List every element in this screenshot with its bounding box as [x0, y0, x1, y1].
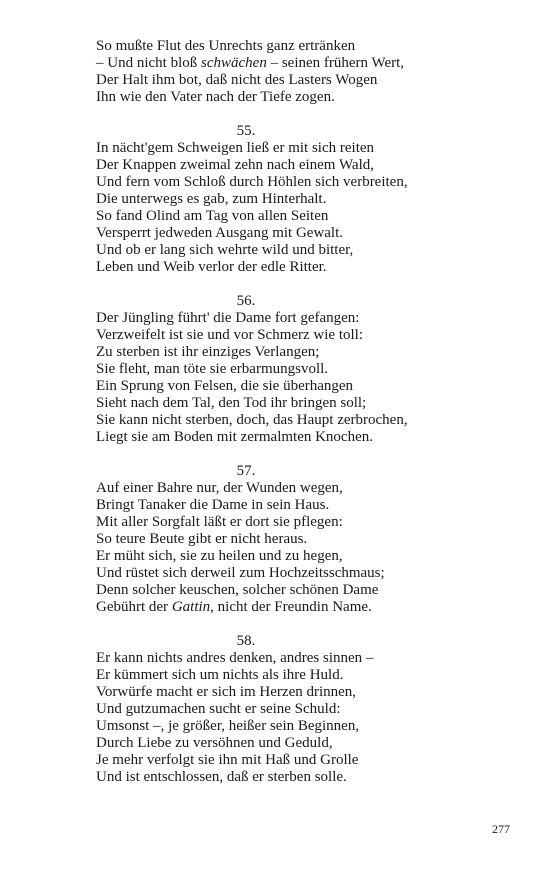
verse-line: Die unterwegs es gab, zum Hinterhalt.: [96, 191, 327, 207]
stanza-number: 58.: [236, 633, 256, 649]
verse-line: Liegt sie am Boden mit zermalmten Knochen.: [96, 429, 374, 445]
verse-line: Verzweifelt ist sie und vor Schmerz wie toll:: [96, 327, 364, 343]
verse-line: Sieht nach dem Tal, den Tod ihr bringen soll;: [96, 395, 367, 411]
verse-line: Auf einer Bahre nur, der Wunden wegen,: [96, 480, 343, 496]
verse-line: Umsonst –, je größer, heißer sein Beginnen,: [96, 718, 360, 734]
stanza: [96, 463, 516, 616]
verse-line: Sie fleht, man töte sie erbarmungsvoll.: [96, 361, 329, 377]
verse-line: Vorwürfe macht er sich im Herzen drinnen,: [96, 684, 357, 700]
verse-line: Der Jüngling führt' die Dame fort gefangen:: [96, 310, 360, 326]
poem-text: [96, 38, 516, 786]
verse-line: Und ist entschlossen, daß er sterben solle.: [96, 769, 347, 785]
verse-line: Und ob er lang sich wehrte wild und bitter,: [96, 242, 354, 258]
verse-line: In nächt'gem Schweigen ließ er mit sich reiten: [96, 140, 375, 156]
verse-line: Der Halt ihm bot, daß nicht des Lasters Wogen: [96, 72, 378, 88]
verse-line: [96, 55, 516, 72]
verse-line: Er müht sich, sie zu heilen und zu hegen,: [96, 548, 343, 564]
stanza: [96, 38, 516, 106]
verse-line: Bringt Tanaker die Dame in sein Haus.: [96, 497, 330, 513]
verse-line: Er kann nichts andres denken, andres sinnen –: [96, 650, 374, 666]
stanza: [96, 633, 516, 786]
verse-line: Je mehr verfolgt sie ihn mit Haß und Grolle: [96, 752, 359, 768]
verse-line: Denn solcher keuschen, solcher schönen Dame: [96, 582, 379, 598]
stanza-number: 57.: [236, 463, 256, 479]
page-number: 277: [492, 822, 510, 836]
verse-line: Mit aller Sorgfalt läßt er dort sie pflegen:: [96, 514, 343, 530]
stanza-number: 56.: [236, 293, 256, 309]
verse-line: Zu sterben ist ihr einziges Verlangen;: [96, 344, 320, 360]
verse-line: So mußte Flut des Unrechts ganz ertränken: [96, 38, 356, 54]
verse-line: Versperrt jedweden Ausgang mit Gewalt.: [96, 225, 344, 241]
verse-fragment: – Und nicht bloß: [96, 55, 201, 71]
verse-line: Sie kann nicht sterben, doch, das Haupt zerbrochen,: [96, 412, 408, 428]
stanza-number: 55.: [236, 123, 256, 139]
verse-line: Und rüstet sich derweil zum Hochzeitsschmaus;: [96, 565, 385, 581]
verse-line: Er kümmert sich um nichts als ihre Huld.: [96, 667, 344, 683]
verse-fragment: Gebührt der: [96, 599, 172, 615]
verse-line: [96, 599, 516, 616]
verse-line: So teure Beute gibt er nicht heraus.: [96, 531, 308, 547]
verse-fragment: – seinen frühern Wert,: [266, 55, 405, 71]
verse-line: Leben und Weib verlor der edle Ritter.: [96, 259, 327, 275]
verse-line: Und fern vom Schloß durch Höhlen sich verbreiten,: [96, 174, 408, 190]
verse-line: Der Knappen zweimal zehn nach einem Wald,: [96, 157, 374, 173]
verse-line: So fand Olind am Tag von allen Seiten: [96, 208, 329, 224]
emphasized-word: Gattin,: [171, 599, 214, 615]
stanza: [96, 123, 516, 276]
verse-line: Ihn wie den Vater nach der Tiefe zogen.: [96, 89, 335, 105]
verse-line: Und gutzumachen sucht er seine Schuld:: [96, 701, 341, 717]
verse-line: Ein Sprung von Felsen, die sie überhangen: [96, 378, 354, 394]
emphasized-word: schwächen: [201, 55, 267, 71]
verse-line: Durch Liebe zu versöhnen und Geduld,: [96, 735, 333, 751]
stanza: [96, 293, 516, 446]
verse-fragment: nicht der Freundin Name.: [213, 599, 372, 615]
